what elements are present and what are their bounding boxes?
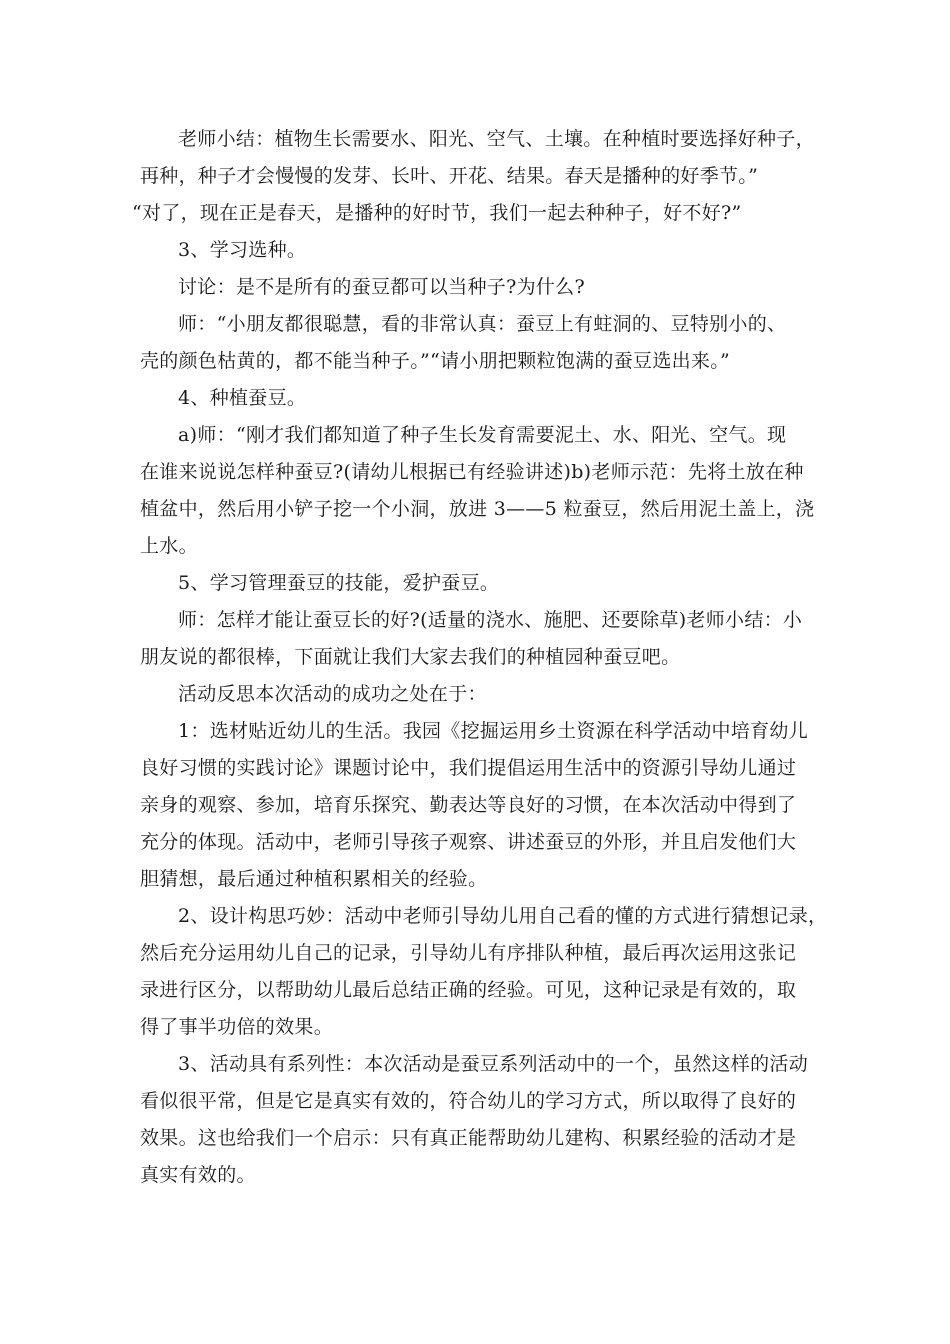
text-line: a)师：“刚才我们都知道了种子生长发育需要泥土、水、阳光、空气。现	[178, 424, 787, 446]
text-line: 朋友说的都很棒，下面就让我们大家去我们的种植园种蚕豆吧。	[140, 646, 681, 668]
text-line: 看似很平常，但是它是真实有效的，符合幼儿的学习方式，所以取得了良好的	[140, 1090, 797, 1112]
text-line: 4、种植蚕豆。	[178, 387, 307, 409]
paragraph-reflection-2	[140, 898, 828, 1046]
section-heading-4	[140, 380, 820, 417]
text-line: 良好习惯的实践讨论》课题讨论中，我们提倡运用生活中的资源引导幼儿通过	[140, 757, 797, 779]
text-line: 老师小结：植物生长需要水、阳光、空气、土壤。在种植时要选择好种子，	[178, 128, 815, 150]
text-line: 上水。	[140, 535, 198, 557]
text-line: 再种，种子才会慢慢的发芽、长叶、开花、结果。春天是播种的好季节。”	[140, 165, 759, 187]
text-line: 壳的颜色枯黄的，都不能当种子。”“请小朋把颗粒饱满的蚕豆选出来。”	[140, 350, 731, 372]
text-line: 2、设计构思巧妙：活动中老师引导幼儿用自己看的懂的方式进行猜想记录，	[178, 905, 828, 927]
text-line: 得了事半功倍的效果。	[140, 1016, 334, 1038]
text-line: 胆猜想，最后通过种植积累相关的经验。	[140, 868, 488, 890]
text-line: 讨论：是不是所有的蚕豆都可以当种子?为什么?	[178, 276, 585, 298]
text-line: 师：“小朋友都很聪慧，看的非常认真：蚕豆上有蛀洞的、豆特别小的、	[178, 313, 787, 335]
paragraph-reflection-intro	[140, 676, 820, 713]
text-line: 3、学习选种。	[178, 239, 307, 261]
paragraph-discussion	[140, 269, 820, 306]
text-line: 植盆中，然后用小铲子挖一个小洞，放进 3——5 粒蚕豆，然后用泥土盖上，浇	[140, 498, 815, 520]
paragraph-reflection-1	[140, 713, 820, 898]
text-line: 效果。这也给我们一个启示：只有真正能帮助幼儿建构、积累经验的活动才是	[140, 1127, 797, 1149]
text-line: 3、活动具有系列性：本次活动是蚕豆系列活动中的一个，虽然这样的活动	[178, 1053, 808, 1075]
text-line: 活动反思本次活动的成功之处在于：	[178, 683, 487, 705]
text-line: 师：怎样才能让蚕豆长的好?(适量的浇水、施肥、还要除草)老师小结：小	[178, 609, 803, 631]
section-heading-3	[140, 232, 820, 269]
paragraph-care-summary	[140, 602, 820, 676]
paragraph-teacher-quote	[140, 306, 820, 380]
text-line: 充分的体现。活动中，老师引导孩子观察、讲述蚕豆的外形，并且启发他们大	[140, 831, 797, 853]
text-line: 录进行区分，以帮助幼儿最后总结正确的经验。可见，这种记录是有效的，取	[140, 979, 797, 1001]
text-line: 5、学习管理蚕豆的技能，爱护蚕豆。	[178, 572, 500, 594]
paragraph-planting-steps	[140, 417, 820, 565]
text-line: 亲身的观察、参加，培育乐探究、勤表达等良好的习惯，在本次活动中得到了	[140, 794, 797, 816]
text-line: 在谁来说说怎样种蚕豆?(请幼儿根据已有经验讲述)b)老师示范：先将土放在种	[140, 461, 804, 483]
paragraph-reflection-3	[140, 1046, 820, 1194]
text-line: 1：选材贴近幼儿的生活。我园《挖掘运用乡土资源在科学活动中培育幼儿	[178, 720, 808, 742]
text-line: “对了，现在正是春天，是播种的好时节，我们一起去种种子，好不好?”	[132, 202, 742, 224]
text-line: 然后充分运用幼儿自己的记录，引导幼儿有序排队种植，最后再次运用这张记	[140, 942, 797, 964]
paragraph-teacher-summary	[132, 121, 820, 232]
section-heading-5	[140, 565, 820, 602]
text-line: 真实有效的。	[140, 1164, 256, 1186]
